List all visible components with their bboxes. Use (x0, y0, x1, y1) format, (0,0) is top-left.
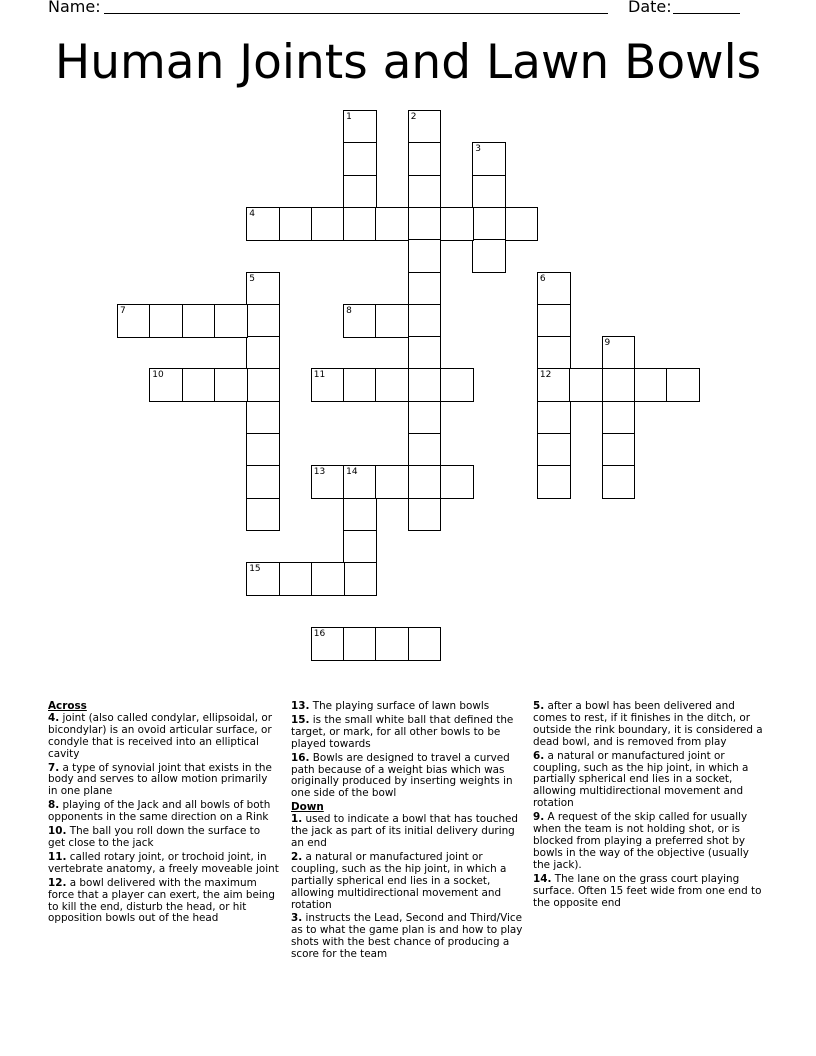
grid-cell[interactable] (666, 368, 700, 402)
clue-number-7: 7 (120, 305, 126, 316)
grid-cell[interactable] (408, 433, 442, 467)
grid-cell[interactable] (182, 304, 216, 338)
grid-cell[interactable] (246, 498, 280, 532)
grid-cell[interactable] (246, 465, 280, 499)
down-heading: Down (291, 801, 324, 814)
grid-cell[interactable] (408, 498, 442, 532)
grid-cell[interactable] (408, 207, 442, 241)
clue-across-15: 15. is the small white ball that defined the target, or mark, for all other bowls to be played towards (291, 713, 514, 750)
grid-cell[interactable] (343, 498, 377, 532)
clue-number-8: 8 (346, 305, 352, 316)
clue-across-12: 12. a bowl delivered with the maximum force that a player can exert, the aim being to kill the end, disturb the head, or hit opposition bowls out of the head (48, 876, 275, 925)
clues-column-3 (533, 701, 769, 911)
clue-number-3: 3 (475, 144, 482, 155)
grid-cell[interactable] (505, 207, 539, 241)
grid-cell[interactable] (537, 465, 571, 499)
grid-cell[interactable] (602, 401, 636, 435)
grid-cell[interactable] (440, 207, 474, 241)
clue-number-11: 11 (313, 370, 326, 381)
grid-cell[interactable] (343, 627, 377, 661)
grid-cell[interactable] (149, 304, 183, 338)
grid-cell[interactable] (246, 368, 280, 402)
grid-cell[interactable] (311, 207, 345, 241)
grid-cell[interactable] (408, 239, 442, 273)
grid-cell[interactable] (569, 368, 603, 402)
clue-down-1: 1. used to indicate a bowl that has touched the jack as part of its initial delivery during an end (291, 813, 519, 849)
grid-cell[interactable] (246, 336, 280, 370)
grid-cell[interactable] (472, 175, 506, 209)
grid-cell[interactable] (343, 175, 377, 209)
clue-across-7: 7. a type of synovial joint that exists in the body and serves to allow motion primarily in one plane (48, 761, 272, 798)
grid-cell[interactable] (246, 433, 280, 467)
grid-cell[interactable] (472, 239, 506, 273)
clue-across-4: 4. joint (also called condylar, ellipsoidal, or bicondylar) is an ovoid articular surface, or condyle that is received into an elliptical cavity (48, 711, 273, 760)
clue-number-12: 12 (539, 370, 552, 381)
grid-cell[interactable] (375, 465, 409, 499)
grid-cell[interactable] (343, 530, 377, 564)
clue-down-14: 14. The lane on the grass court playing surface. Often 15 feet wide from one end to the opposite end (533, 872, 762, 909)
clue-across-8: 8. playing of the Jack and all bowls of both opponents in the same direction on a Rink (48, 799, 271, 824)
grid-cell[interactable] (343, 562, 377, 596)
grid-cell[interactable] (408, 627, 442, 661)
grid-cell[interactable] (634, 368, 668, 402)
grid-cell[interactable] (440, 368, 474, 402)
grid-cell[interactable] (279, 207, 313, 241)
grid-cell[interactable] (246, 304, 280, 338)
grid-cell[interactable] (182, 368, 216, 402)
clue-number-1: 1 (346, 112, 352, 122)
clue-across-11: 11. called rotary joint, or trochoid joint, in vertebrate anatomy, a freely moveable joint (48, 850, 279, 875)
clue-across-13: 13. The playing surface of lawn bowls (291, 700, 490, 712)
grid-cell[interactable] (602, 465, 636, 499)
clue-across-10: 10. The ball you roll down the surface to get close to the jack (48, 825, 261, 849)
grid-cell[interactable] (408, 304, 442, 338)
clue-number-2: 2 (410, 112, 417, 122)
clue-down-5: 5. after a bowl has been delivered and comes to rest, if it finishes in the ditch, or outside the rink boundary, it is considered a dead bowl, and is removed from play (533, 700, 763, 748)
grid-cell[interactable] (375, 207, 409, 241)
grid-cell[interactable] (408, 465, 442, 499)
grid-cell[interactable] (408, 336, 442, 370)
grid-cell[interactable] (408, 368, 442, 402)
grid-cell[interactable] (375, 304, 409, 338)
grid-cell[interactable] (214, 368, 248, 402)
grid-cell[interactable] (408, 142, 442, 176)
name-label: Name: (48, 0, 101, 16)
date-label: Date: (628, 0, 672, 16)
grid-cell[interactable] (537, 336, 571, 370)
clue-down-3: 3. instructs the Lead, Second and Third/Vice as to what the game plan is and how to play shots with the best chance of producing a score for the team (291, 912, 523, 961)
grid-cell[interactable] (537, 304, 571, 338)
grid-cell[interactable] (343, 207, 377, 241)
clue-number-16: 16 (313, 628, 326, 639)
grid-cell[interactable] (408, 175, 442, 209)
clue-number-14: 14 (346, 467, 358, 478)
clue-down-6: 6. a natural or manufactured joint or coupling, such as the hip joint, in which a partially spherical end lies in a socket, allowing multidirectional movement and rotation (533, 749, 749, 810)
clue-down-9: 9. A request of the skip called for usually when the team is not holding shot, or is blocked from playing a preferred shot by bowls in the way of the objective (usually the jack). (533, 811, 749, 871)
clue-number-15: 15 (249, 564, 261, 575)
grid-cell[interactable] (343, 142, 377, 176)
grid-cell[interactable] (602, 433, 636, 467)
grid-cell[interactable] (343, 368, 377, 402)
grid-cell[interactable] (279, 562, 313, 596)
grid-cell[interactable] (440, 465, 474, 499)
clue-number-6: 6 (539, 273, 546, 284)
clues-column-1 (48, 701, 280, 927)
page-title: Human Joints and Lawn Bowls (54, 35, 762, 90)
grid-cell[interactable] (375, 368, 409, 402)
clue-down-2: 2. a natural or manufactured joint or coupling, such as the hip joint, in which a partially spherical end lies in a socket, allowing multidirectional movement and rotation (291, 850, 507, 911)
grid-cell[interactable] (311, 562, 345, 596)
clue-number-10: 10 (152, 370, 164, 381)
grid-cell[interactable] (408, 272, 442, 306)
grid-cell[interactable] (537, 433, 571, 467)
clues-column-2 (291, 701, 523, 963)
grid-cell[interactable] (214, 304, 248, 338)
across-heading: Across (48, 700, 87, 712)
grid-cell[interactable] (537, 401, 571, 435)
grid-cell[interactable] (246, 401, 280, 435)
clue-number-4: 4 (249, 208, 255, 219)
grid-cell[interactable] (472, 207, 506, 241)
grid-cell[interactable] (602, 368, 636, 402)
grid-cell[interactable] (408, 401, 442, 435)
clue-number-5: 5 (249, 273, 255, 284)
clue-number-13: 13 (313, 467, 326, 478)
clue-number-9: 9 (604, 338, 611, 349)
grid-cell[interactable] (375, 627, 409, 661)
clue-across-16: 16. Bowls are designed to travel a curved path because of a weight bias which was originally produced by inserting weights in one side of the bowl (291, 751, 513, 800)
